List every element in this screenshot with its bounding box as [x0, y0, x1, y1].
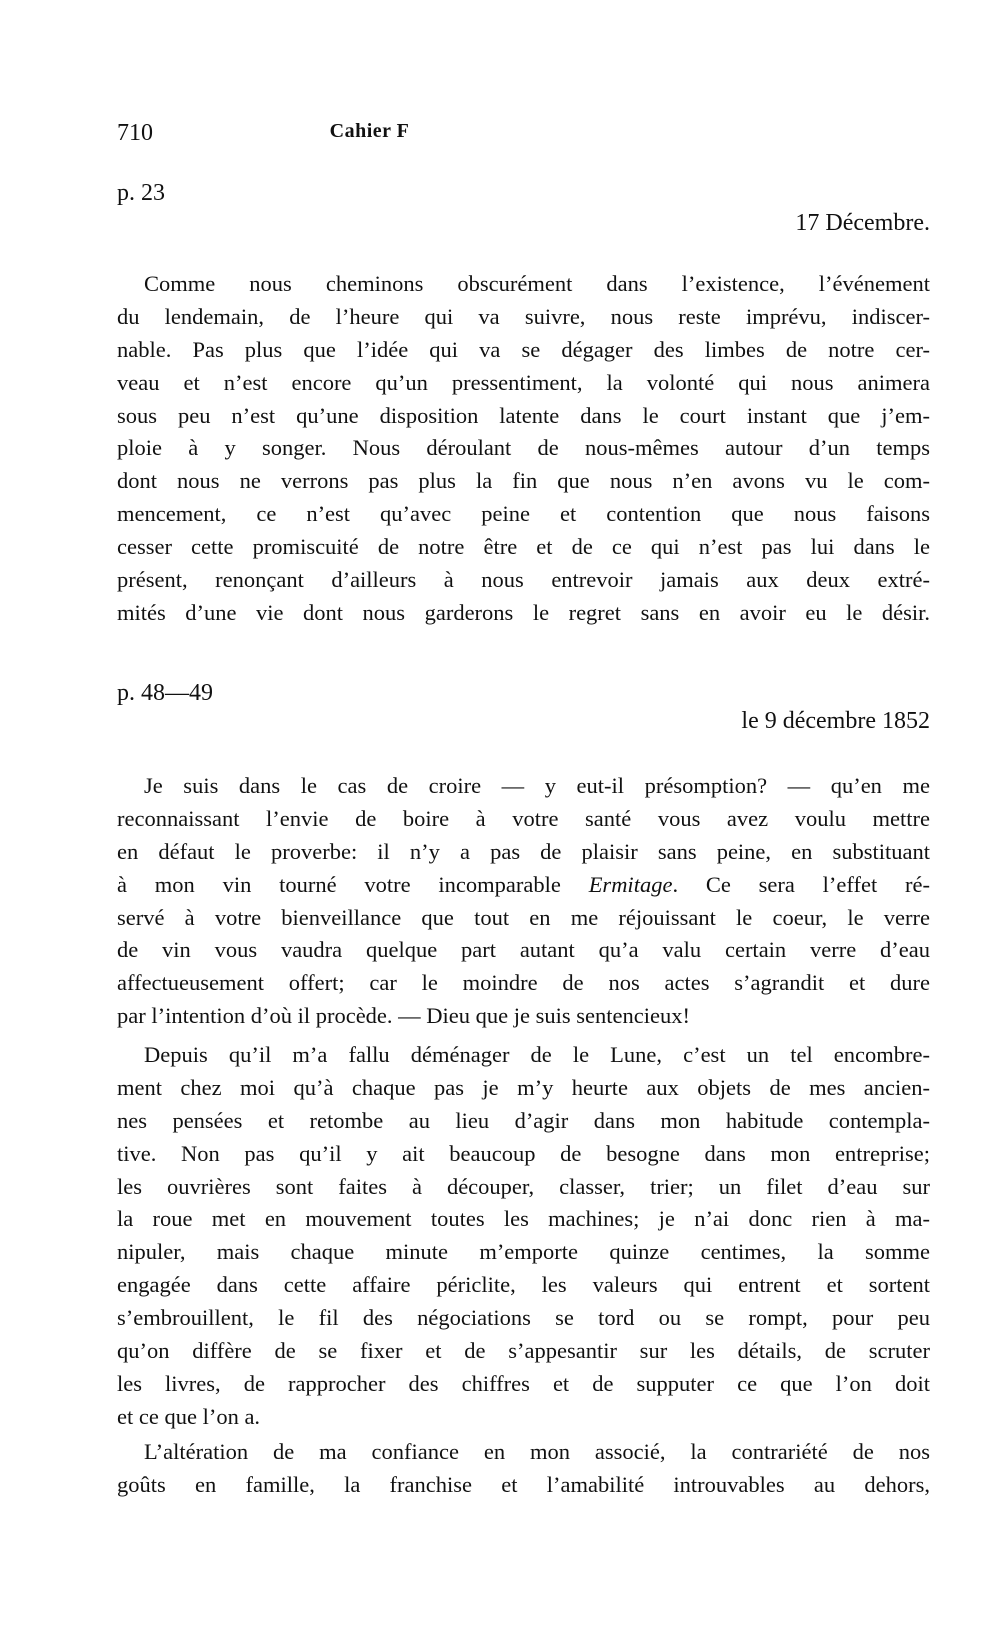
- text-line: s’embrouillent, le fil des négociations se tord ou se rompt, pour peu: [117, 1305, 930, 1331]
- paragraph: [117, 1039, 930, 1434]
- paragraph: [117, 770, 930, 1033]
- text-line: et ce que l’on a.: [117, 1403, 261, 1429]
- entry-reference: p. 23: [117, 180, 165, 206]
- text-line: affectueusement offert; car le moindre de nos actes s’agrandit et dure: [117, 970, 930, 996]
- text-line: présent, renonçant d’ailleurs à nous entrevoir jamais aux deux extré-: [117, 567, 930, 593]
- text-line: nes pensées et retombe au lieu d’agir dans mon habitude contempla-: [117, 1107, 930, 1133]
- entry-reference: p. 48—49: [117, 680, 213, 706]
- text-line: sous peu n’est qu’une disposition latente dans le court instant que j’em-: [117, 402, 930, 428]
- text-line: ploie à y songer. Nous déroulant de nous-mêmes autour d’un temps: [117, 435, 930, 461]
- italic-term: Ermitage: [588, 871, 673, 897]
- text-line: du lendemain, de l’heure qui va suivre, nous reste imprévu, indiscer-: [117, 303, 930, 329]
- text-line: L’altération de ma confiance en mon associé, la contrariété de nos: [144, 1439, 930, 1464]
- text-line: servé à votre bienveillance que tout en me réjouissant le coeur, le verre: [117, 904, 930, 930]
- paragraph: [117, 1436, 930, 1502]
- paragraph: [117, 268, 930, 630]
- text-line: Depuis qu’il m’a fallu déménager de le Lune, c’est un tel encombre-: [144, 1042, 930, 1067]
- entry-date: 17 Décembre.: [795, 210, 930, 236]
- text-line: dont nous ne verrons pas plus la fin que nous n’en avons vu le com-: [117, 468, 930, 494]
- entry-date: le 9 décembre 1852: [741, 708, 930, 734]
- text-line: Je suis dans le cas de croire — y eut-il présomption? — qu’en me: [144, 773, 930, 798]
- text-line: Comme nous cheminons obscurément dans l’existence, l’événement: [144, 271, 930, 296]
- text-line: de vin vous vaudra quelque part autant qu’a valu certain verre d’eau: [117, 937, 930, 963]
- text-line: nipuler, mais chaque minute m’emporte quinze centimes, la somme: [117, 1239, 930, 1265]
- text-line: mencement, ce n’est qu’avec peine et contention que nous faisons: [117, 501, 930, 527]
- text-line: nable. Pas plus que l’idée qui va se dégager des limbes de notre cer-: [117, 336, 930, 362]
- text-line: à mon vin tourné votre incomparable Ermitage. Ce sera l’effet ré-: [117, 871, 930, 897]
- text-line: engagée dans cette affaire périclite, les valeurs qui entrent et sortent: [117, 1272, 930, 1298]
- page-number: 710: [117, 120, 153, 146]
- text-line: en défaut le proverbe: il n’y a pas de plaisir sans peine, en substituant: [117, 838, 930, 864]
- text-line: tive. Non pas qu’il y ait beaucoup de besogne dans mon entreprise;: [117, 1140, 930, 1166]
- text-line: veau et n’est encore qu’un pressentiment, la volonté qui nous animera: [117, 369, 930, 395]
- text-line: les ouvrières sont faites à découper, classer, trier; un filet d’eau sur: [117, 1173, 930, 1199]
- text-line: ment chez moi qu’à chaque pas je m’y heurte aux objets de mes ancien-: [117, 1074, 930, 1100]
- text-line: la roue met en mouvement toutes les machines; je n’ai donc rien à ma-: [117, 1206, 930, 1232]
- text-line: goûts en famille, la franchise et l’amabilité introuvables au dehors,: [117, 1471, 930, 1497]
- text-line: les livres, de rapprocher des chiffres et de supputer ce que l’on doit: [117, 1370, 930, 1396]
- running-head: [117, 120, 917, 150]
- text-line: reconnaissant l’envie de boire à votre santé vous avez voulu mettre: [117, 805, 930, 831]
- running-title: Cahier F: [329, 120, 410, 142]
- text-line: par l’intention d’où il procède. — Dieu que je suis sentencieux!: [117, 1003, 690, 1029]
- text-line: mités d’une vie dont nous garderons le regret sans en avoir eu le désir.: [117, 599, 930, 625]
- text-line: cesser cette promiscuité de notre être et de ce qui n’est pas lui dans le: [117, 534, 930, 560]
- text-line: qu’on diffère de se fixer et de s’appesantir sur les détails, de scruter: [117, 1338, 930, 1364]
